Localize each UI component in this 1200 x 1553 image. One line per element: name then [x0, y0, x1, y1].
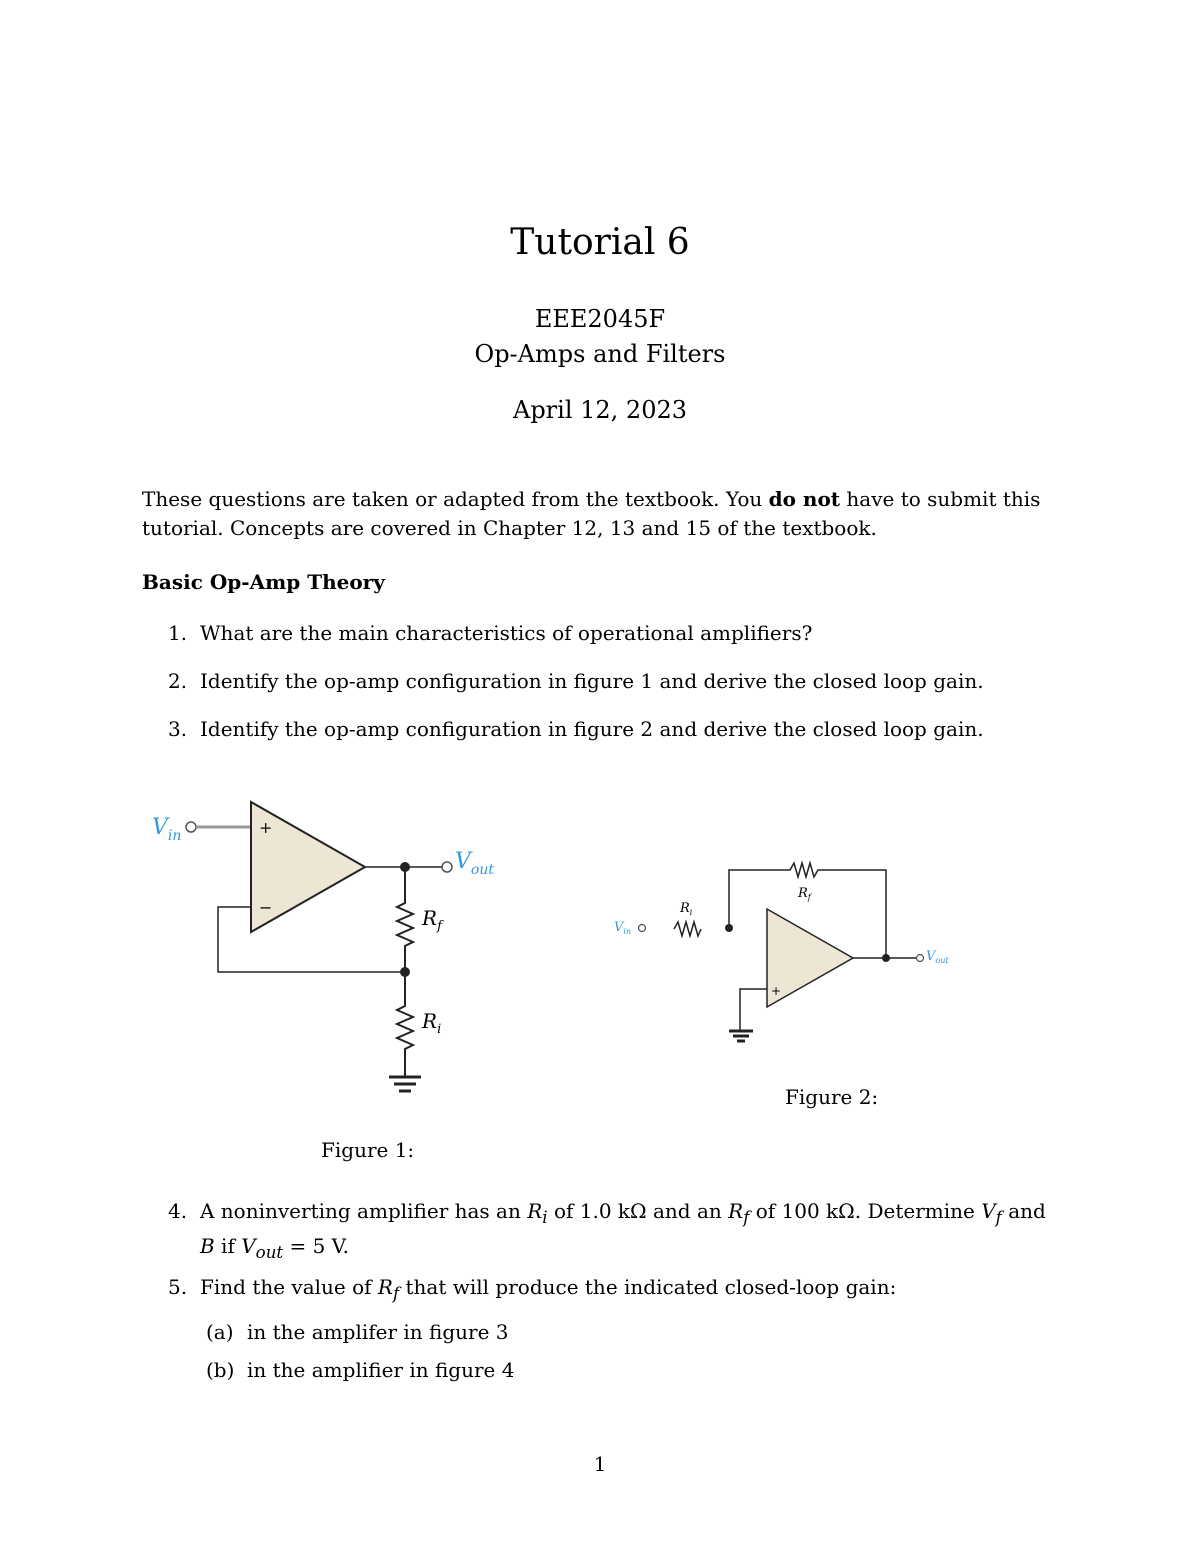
question-text: A noninverting amplifier has an $R_i$ of 1.0 kΩ and an $R_f$ of 100 kΩ. Determine $V_f$ and B if $V_{out} = 5$ V.	[200, 1199, 1046, 1262]
resistor-ri	[397, 972, 413, 1076]
ground-icon	[729, 1031, 753, 1041]
vout-terminal	[917, 955, 924, 962]
question-text: Identify the op-amp configuration in figure 1 and derive the closed loop gain.	[200, 669, 984, 693]
figure-1-circuit	[140, 790, 540, 1110]
ground-wire	[740, 989, 767, 1030]
question-number: 3.	[168, 717, 188, 741]
intro-paragraph	[142, 485, 1072, 543]
plus-sign: +	[771, 984, 782, 998]
figure1-vin-label: $V_{in}$	[152, 815, 182, 844]
subject-title: Op-Amps and Filters	[474, 340, 726, 368]
question-text: Find the value of $R_f$ that will produce the indicated closed-loop gain:	[200, 1275, 897, 1303]
figure-2-circuit	[600, 850, 970, 1050]
figure2-rf-label: $R_f$	[798, 886, 811, 902]
question-text: What are the main characteristics of operational amplifiers?	[200, 621, 813, 645]
subpart-text: in the amplifer in figure 3	[247, 1320, 509, 1344]
figure2-vin-label: $V_{in}$	[614, 920, 632, 936]
figure-2-caption: Figure 2:	[785, 1085, 879, 1109]
figure2-vout-label: $V_{out}$	[926, 949, 949, 965]
vin-terminal	[639, 925, 646, 932]
question-number: 1.	[168, 621, 188, 645]
figure2-ri-label: $R_i$	[680, 901, 693, 917]
page-number: 1	[593, 1452, 607, 1476]
figure1-rf-label: $R_f$	[422, 906, 442, 934]
subpart-text: in the amplifier in figure 4	[247, 1358, 515, 1382]
minus-sign: −	[259, 898, 273, 917]
vin-terminal	[186, 822, 196, 832]
question-text: Identify the op-amp configuration in figure 2 and derive the closed loop gain.	[200, 717, 984, 741]
feedback-wire	[218, 907, 405, 972]
plus-sign: +	[259, 818, 273, 837]
resistor-rf	[397, 867, 413, 972]
question-number: 4.	[168, 1199, 188, 1223]
subpart-label: (a)	[206, 1320, 234, 1344]
intro-text-2: have to submit this tutorial. Concepts are covered in Chapter 12, 13 and 15 of the textbook.	[142, 487, 1041, 540]
resistor-ri	[674, 922, 701, 936]
question-number: 5.	[168, 1275, 188, 1299]
course-code: EEE2045F	[534, 305, 666, 333]
vout-terminal	[442, 862, 452, 872]
figure1-ri-label: $R_i$	[422, 1009, 442, 1037]
ground-icon	[389, 1077, 421, 1091]
subpart-label: (b)	[206, 1358, 235, 1382]
question-number: 2.	[168, 669, 188, 693]
figure1-vout-label: $V_{out}$	[455, 849, 494, 878]
intro-bold: do not	[768, 487, 841, 511]
document-date: April 12, 2023	[512, 396, 688, 424]
section-heading: Basic Op-Amp Theory	[142, 570, 385, 594]
page-title: Tutorial 6	[510, 222, 690, 263]
output-node	[882, 954, 890, 962]
intro-text-1: These questions are taken or adapted from the textbook. You	[142, 487, 769, 511]
figure-1-caption: Figure 1:	[321, 1138, 415, 1162]
